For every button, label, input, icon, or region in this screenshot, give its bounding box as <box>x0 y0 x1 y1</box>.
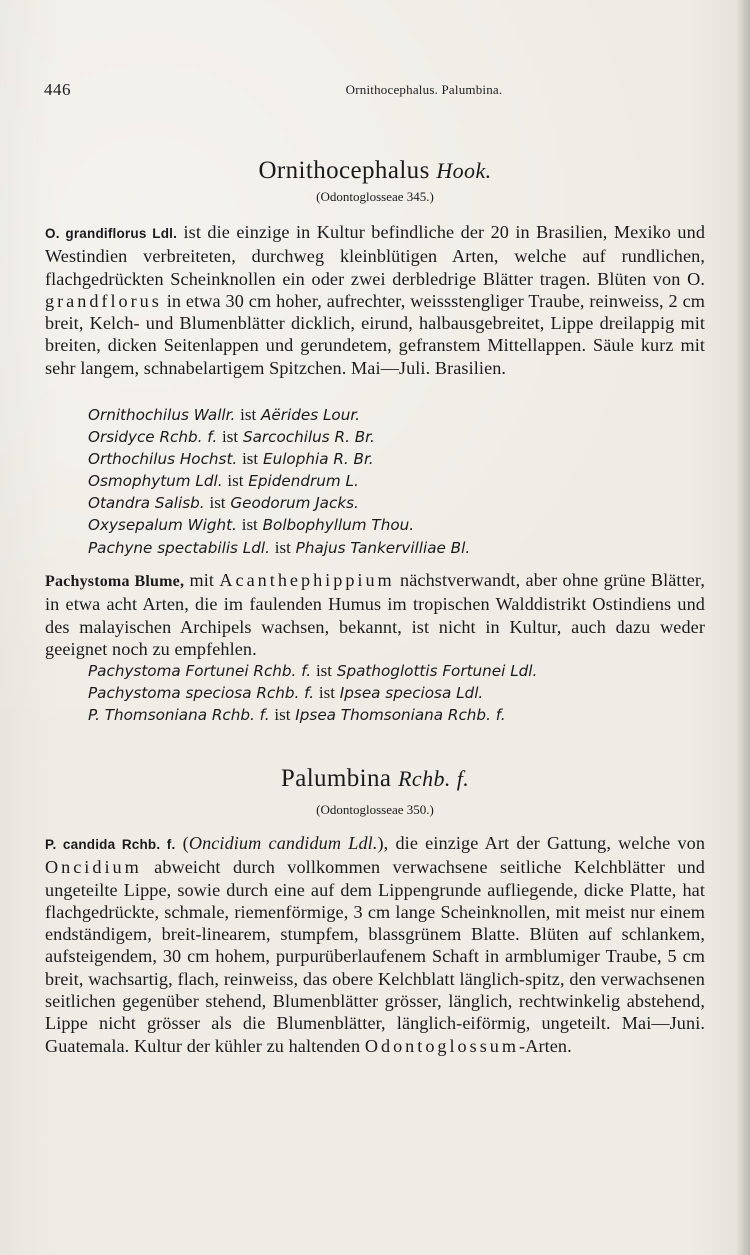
synonym-word: ist <box>241 515 258 535</box>
synonym-entry <box>88 537 708 559</box>
synonym-name: Ornithochilus Wallr. <box>88 406 236 424</box>
synonym-name: Pachystoma speciosa Rchb. f. <box>88 684 315 703</box>
spaced-name: Oncidium <box>45 857 142 878</box>
synonym-entry <box>88 448 708 470</box>
synonym-word: ist <box>274 705 291 725</box>
species-lead: O. grandiflorus Ldl. <box>45 226 178 241</box>
synonym-target: Geodorum Jacks. <box>230 494 359 513</box>
genus-paragraph-pachystoma <box>45 569 705 660</box>
paragraph-text: abweicht durch vollkommen verwachsene seitliche Kelchblätter und ungeteilte Lippe, sowie durch eine auf dem Lippengrunde aufliegende, dicke Platte, hat flachgedrückte, schmale, riemenförmige, 3 cm lange Scheinknollen, mit meist nur einem endständigem, breit-linearem, stumpfem, blassgrünem Blatte. Blüten auf schlankem, aufsteigendem, 30 cm hohem, purpurüberlaufenem Schaft in armblumiger Traube, 5 cm breit, wachsartig, flach, reinweiss, das obere Kelchblatt länglich-spitz, den verwachsenen seitlichen gegenüber stehend, Blumenblätter grösser, länglich, rechtwinkelig abstehend, Lippe nicht grösser als die Blumenblätter, länglich-eiförmig, ungeteilt. Mai—Juni. Guatemala. Kultur der kühler zu haltenden <box>45 857 705 1056</box>
synonym-target: Bolbophyllum Thou. <box>262 516 415 535</box>
paragraph-text: -Arten. <box>519 1035 572 1056</box>
synonym-word: ist <box>240 405 257 424</box>
spaced-name: Odontoglossum <box>364 1035 520 1056</box>
synonym-entry <box>88 514 708 536</box>
synonym-target: Aërides Lour. <box>261 406 361 424</box>
paragraph-text: in etwa 30 cm hoher, aufrechter, weissstengliger Traube, reinweiss, 2 cm breit, Kelch- und Blumenblätter dicklich, eirund, halbausgebreitet, Lippe dreilappig mit breiten, dicken Seitenlappen und gerundetem, gefranstem Mittellappen. Säule kurz mit sehr langem, schnabelartigem Spitzchen. Mai—Juli. Brasilien. <box>45 290 705 378</box>
synonym-entry <box>88 470 708 492</box>
synonym-name: Pachyne spectabilis Ldl. <box>88 538 270 557</box>
species-paragraph-candida <box>45 832 705 1057</box>
synonym-name: P. Thomsoniana Rchb. f. <box>88 706 270 725</box>
synonym-entry <box>88 682 708 704</box>
synonym-entry <box>88 426 708 448</box>
synonym-target: Eulophia R. Br. <box>262 450 374 469</box>
genus-lead: Pachystoma Blume, <box>45 573 185 590</box>
synonym-target: Ipsea speciosa Ldl. <box>339 684 484 703</box>
synonym-italic: Oncidium candidum Ldl. <box>188 833 378 853</box>
paragraph-text: ( <box>175 833 189 853</box>
synonym-entry <box>88 492 708 514</box>
spaced-name: Acanthephippium <box>219 570 395 590</box>
page-number: 446 <box>44 80 71 99</box>
genus-name: Ornithocephalus <box>258 157 430 184</box>
species-paragraph-grandiflorus <box>45 221 705 379</box>
synonym-target: Phajus Tankervilliae Bl. <box>295 538 471 557</box>
genus-heading-ornithocephalus <box>0 156 750 186</box>
synonym-name: Pachystoma Fortunei Rchb. f. <box>88 662 312 680</box>
genus-name: Palumbina <box>280 765 392 792</box>
synonym-word: ist <box>227 471 244 491</box>
synonym-word: ist <box>318 683 335 703</box>
paragraph-text: nächstverwandt, aber ohne grüne Blätter, in etwa acht Arten, die im faulenden Humus im tropischen Walddistrikt Ostindiens und des malayischen Archipels wachsen, bekannt, ist nicht in Kultur, auch dazu weder geeignet noch zu empfehlen. <box>45 570 705 659</box>
page-header <box>44 80 704 104</box>
synonym-word: ist <box>209 493 226 513</box>
genus-author: Rchb. f. <box>398 766 470 791</box>
genus-heading-palumbina <box>0 764 750 794</box>
synonym-entry <box>88 404 708 426</box>
synonym-entry <box>88 660 708 682</box>
synonym-word: ist <box>242 449 259 469</box>
genus-author: Hook. <box>436 158 492 183</box>
synonym-target: Ipsea Thomsoniana Rchb. f. <box>295 706 506 725</box>
paragraph-text: mit <box>184 570 220 590</box>
tribe-reference: (Odontoglosseae 345.) <box>316 189 434 204</box>
synonym-target: Sarcochilus R. Br. <box>242 428 375 447</box>
synonym-list <box>88 660 708 726</box>
synonym-target: Epidendrum L. <box>248 472 359 491</box>
synonym-word: ist <box>274 537 291 557</box>
synonym-name: Osmophytum Ldl. <box>88 472 223 491</box>
paragraph-text: ), die einzige Art der Gattung, welche von <box>377 833 706 853</box>
spaced-name: grandflorus <box>45 290 162 311</box>
tribe-reference: (Odontoglosseae 350.) <box>316 802 434 817</box>
synonym-name: Orsidyce Rchb. f. <box>88 428 218 447</box>
synonym-word: ist <box>315 661 333 680</box>
synonym-entry <box>88 704 708 726</box>
synonym-list <box>88 404 708 559</box>
synonym-name: Orthochilus Hochst. <box>88 450 238 469</box>
paragraph-text: ist die einzige in Kultur befindliche der 20 in Brasilien, Mexiko und Westindien verbreiteten, durchweg kleinblütigen Arten, welche auf rundlichen, flachgedrückten Scheinknollen ein oder zwei derbledrige Blätter tragen. Blüten von O. <box>45 222 706 289</box>
synonym-target: Spathoglottis Fortunei Ldl. <box>336 662 538 680</box>
species-lead: P. candida Rchb. f. <box>45 837 176 852</box>
synonym-name: Otandra Salisb. <box>88 494 205 513</box>
synonym-name: Oxysepalum Wight. <box>88 516 237 535</box>
synonym-word: ist <box>222 427 239 447</box>
running-head: Ornithocephalus. Palumbina. <box>345 82 503 97</box>
